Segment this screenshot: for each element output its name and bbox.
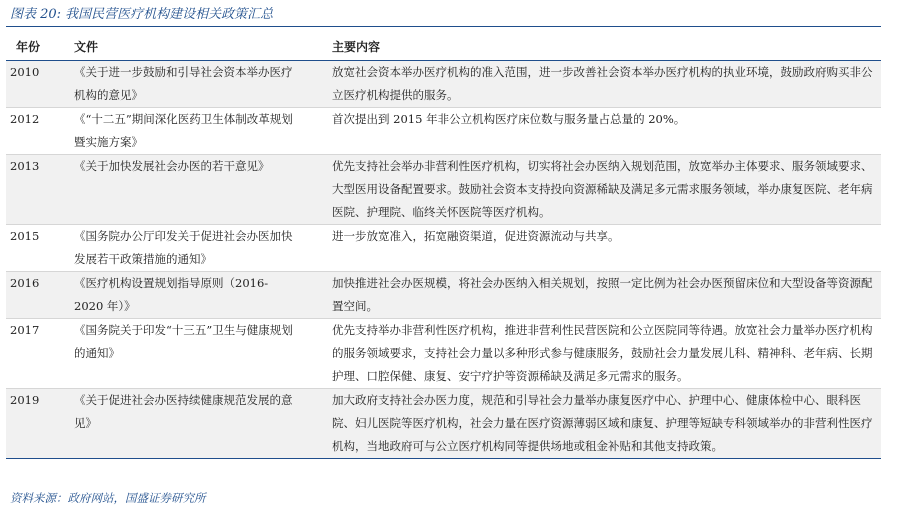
cell-content: 首次提出到 2015 年非公立机构医疗床位数与服务量占总量的 20%。 — [328, 108, 881, 155]
cell-doc: 《“十二五”期间深化医药卫生体制改革规划暨实施方案》 — [70, 108, 300, 155]
cell-content: 放宽社会资本举办医疗机构的准入范围，进一步改善社会资本举办医疗机构的执业环境，鼓励政府购买非公立医疗机构提供的服务。 — [328, 61, 881, 108]
cell-year: 2013 — [6, 155, 70, 225]
cell-content: 加快推进社会办医规模，将社会办医纳入相关规划，按照一定比例为社会办医预留床位和大型设备等资源配置空间。 — [328, 272, 881, 319]
cell-year: 2019 — [6, 389, 70, 459]
cell-doc: 《关于加快发展社会办医的若干意见》 — [70, 155, 300, 225]
cell-doc: 《国务院办公厅印发关于促进社会办医加快发展若干政策措施的通知》 — [70, 225, 300, 272]
table-row — [6, 389, 881, 459]
cell-doc: 《国务院关于印发“十三五”卫生与健康规划的通知》 — [70, 319, 300, 389]
cell-content: 优先支持举办非营利性医疗机构，推进非营利性民营医院和公立医院同等待遇。放宽社会力量举办医疗机构的服务领域要求，支持社会力量以多种形式参与健康服务，鼓励社会力量发展儿科、精神科、老年病、长期护理、口腔保健、康复、安宁疗护等资源稀缺及满足多元需求的服务。 — [328, 319, 881, 389]
header-year: 年份 — [6, 34, 70, 61]
header-doc: 文件 — [70, 34, 300, 61]
table-row — [6, 319, 881, 389]
table-row — [6, 155, 881, 225]
table-header-row — [6, 34, 881, 61]
table-row — [6, 272, 881, 319]
table-row — [6, 61, 881, 108]
cell-doc: 《医疗机构设置规划指导原则（2016-2020 年）》 — [70, 272, 300, 319]
source-note: 资料来源：政府网站，国盛证券研究所 — [10, 491, 206, 505]
cell-year: 2010 — [6, 61, 70, 108]
cell-gap — [300, 319, 328, 389]
cell-year: 2012 — [6, 108, 70, 155]
policy-table — [6, 34, 881, 459]
cell-content: 加大政府支持社会办医力度，规范和引导社会力量举办康复医疗中心、护理中心、健康体检中心、眼科医院、妇儿医院等医疗机构，社会力量在医疗资源薄弱区域和康复、护理等短缺专科领域举办的非营利性医疗机构，当地政府可与公立医疗机构同等提供场地或租金补贴和其他支持政策。 — [328, 389, 881, 459]
cell-gap — [300, 155, 328, 225]
cell-content: 优先支持社会举办非营利性医疗机构，切实将社会办医纳入规划范围，放宽举办主体要求、服务领域要求、大型医用设备配置要求。鼓励社会资本支持投向资源稀缺及满足多元需求服务领域，举办康复医院、老年病医院、护理院、临终关怀医院等医疗机构。 — [328, 155, 881, 225]
table-row — [6, 108, 881, 155]
cell-gap — [300, 61, 328, 108]
header-content: 主要内容 — [328, 34, 881, 61]
header-gap — [300, 34, 328, 61]
table-row — [6, 225, 881, 272]
cell-gap — [300, 225, 328, 272]
cell-content: 进一步放宽准入，拓宽融资渠道，促进资源流动与共享。 — [328, 225, 881, 272]
cell-doc: 《关于进一步鼓励和引导社会资本举办医疗机构的意见》 — [70, 61, 300, 108]
cell-year: 2015 — [6, 225, 70, 272]
figure-title: 图表 20: 我国民营医疗机构建设相关政策汇总 — [10, 7, 274, 22]
cell-year: 2016 — [6, 272, 70, 319]
cell-gap — [300, 108, 328, 155]
cell-gap — [300, 272, 328, 319]
cell-gap — [300, 389, 328, 459]
cell-doc: 《关于促进社会办医持续健康规范发展的意见》 — [70, 389, 300, 459]
cell-year: 2017 — [6, 319, 70, 389]
title-rule — [6, 26, 881, 27]
